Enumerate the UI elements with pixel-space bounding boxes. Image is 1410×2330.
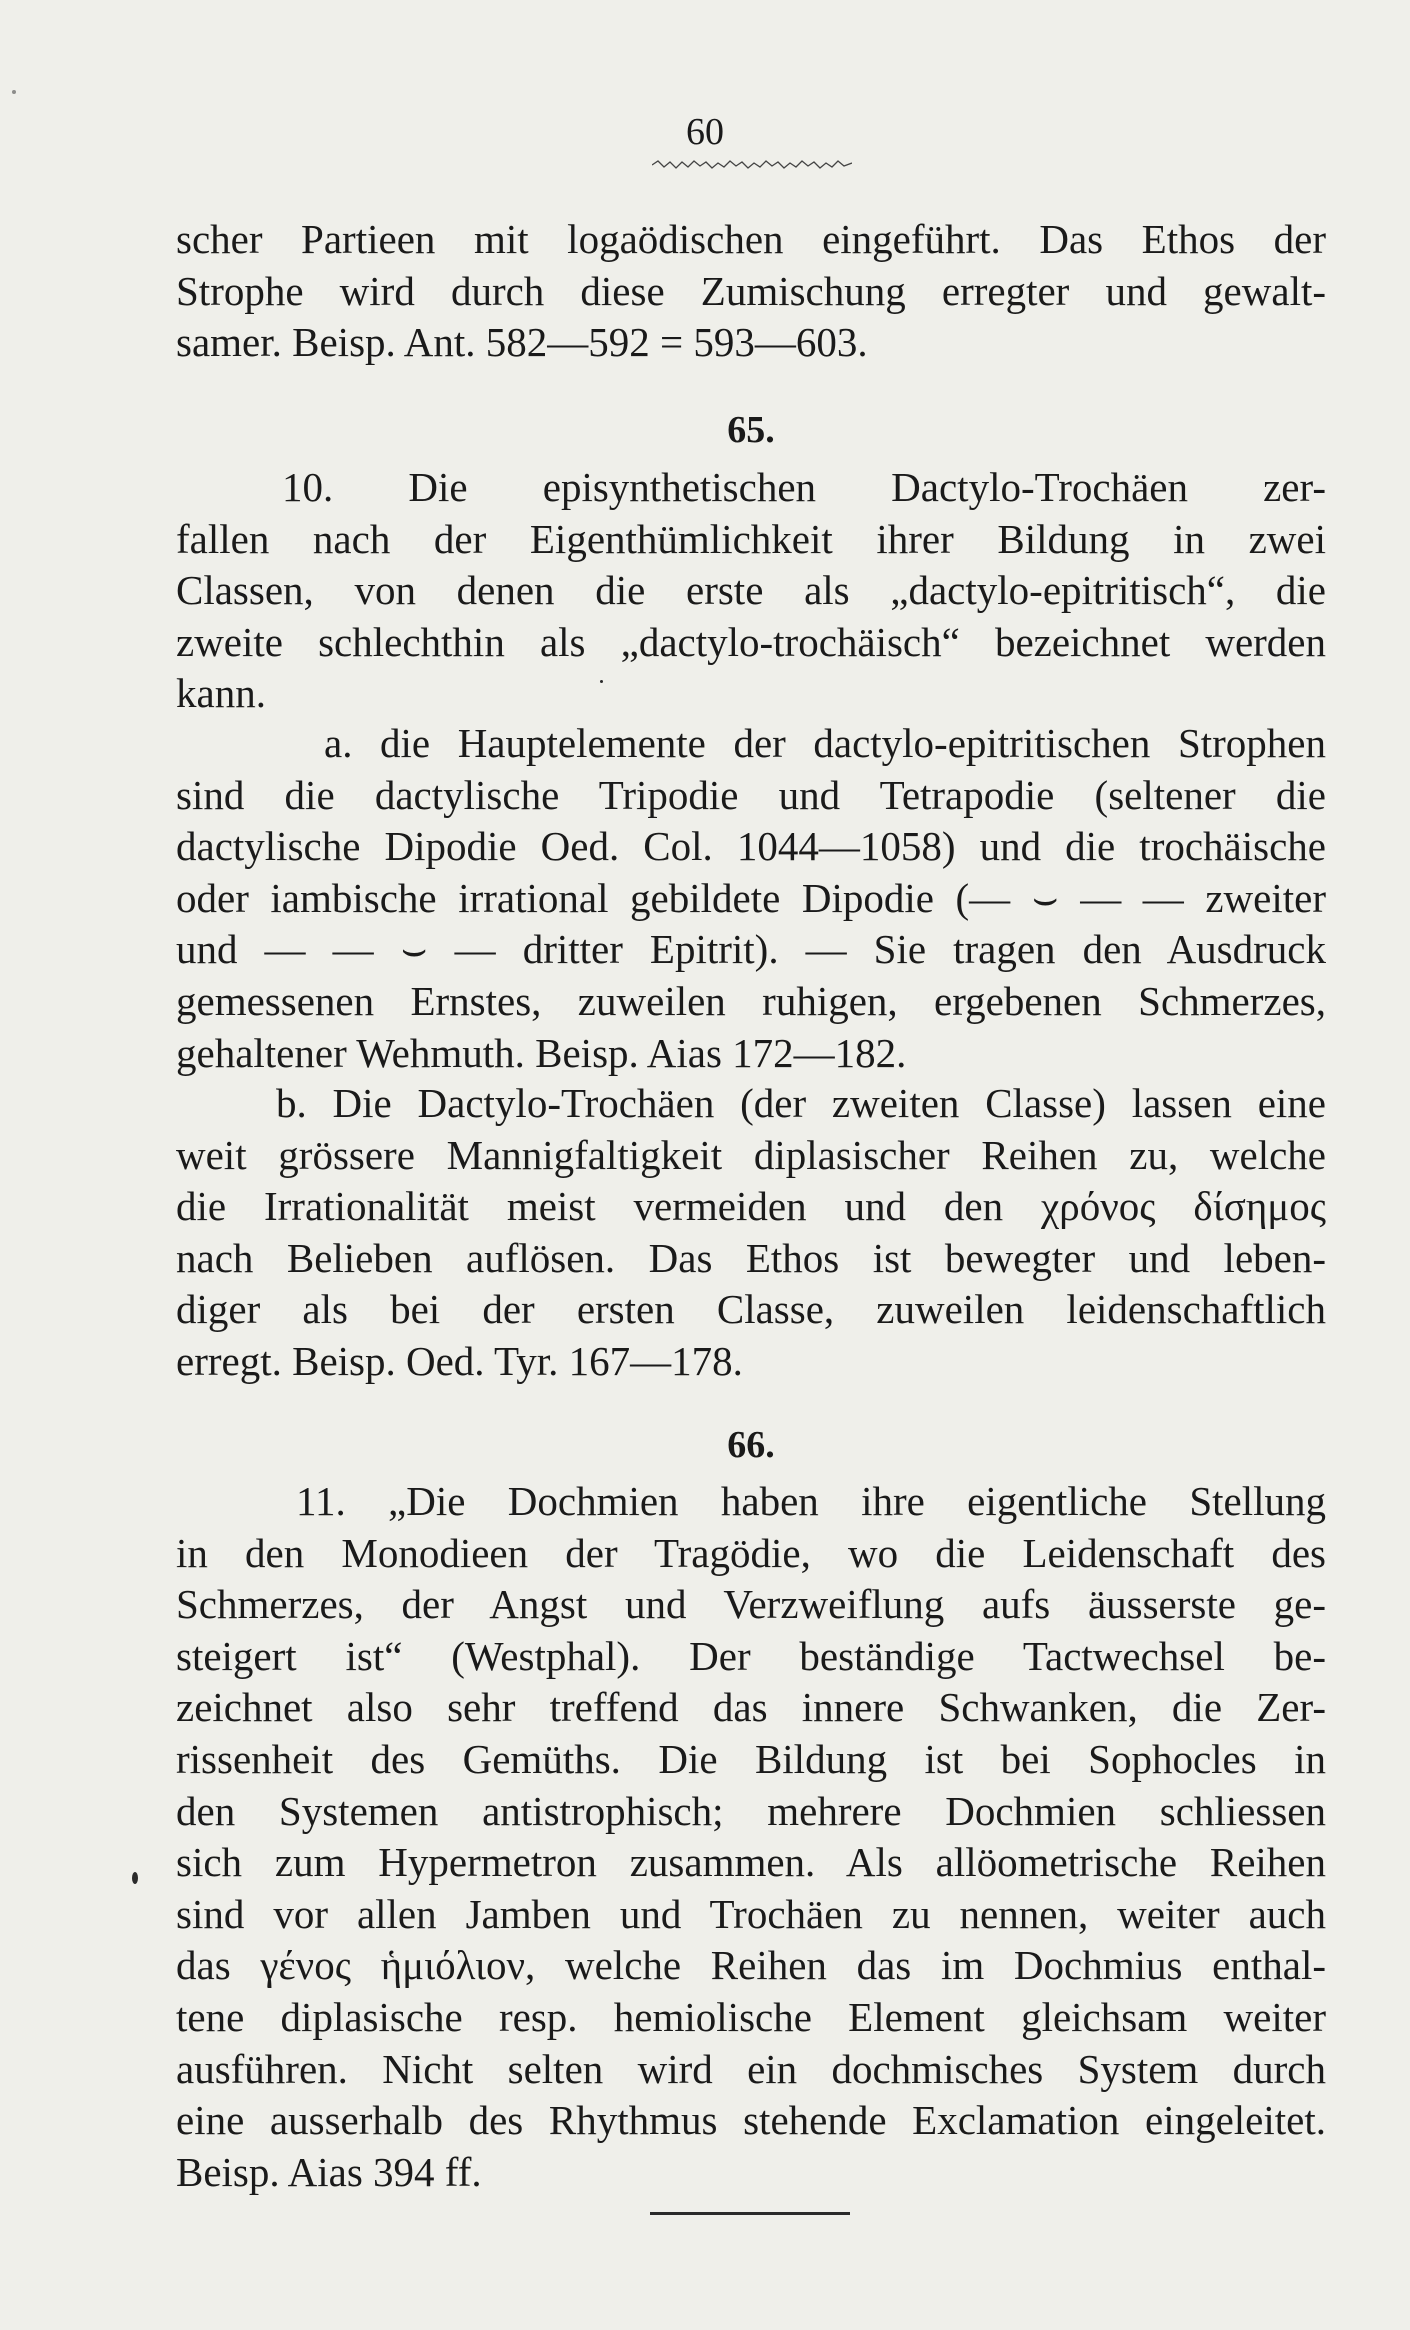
text-line: zweite schlechthin als „dactylo-trochäisch“ bezeichnet werden (176, 618, 1326, 665)
text-line: sind vor allen Jamben und Trochäen zu nennen, weiter auch (176, 1890, 1326, 1937)
scan-speck (600, 680, 603, 683)
section-number: 66. (727, 1424, 775, 1466)
section-66 (176, 1420, 1326, 1472)
text-line: Beisp. Aias 394 ff. (176, 2148, 482, 2195)
scan-speck (132, 1872, 138, 1884)
section-65 (176, 405, 1326, 457)
text-line: b. Die Dactylo-Trochäen (der zweiten Classe) lassen eine (276, 1080, 1326, 1126)
continued-paragraph (176, 214, 1326, 369)
text-line: a. die Hauptelemente der dactylo-epitritischen Strophen (324, 720, 1326, 766)
section-number: 65. (727, 409, 775, 451)
text-line: das γένος ἡμιόλιον, welche Reihen das im Dochmius enthal- (176, 1942, 1326, 1989)
paragraph-11 (176, 1476, 1326, 2198)
text-line: 11. „Die Dochmien haben ihre eigentliche Stellung (296, 1478, 1326, 1524)
page-number: 60 (686, 111, 724, 153)
text-line: gemessenen Ernstes, zuweilen ruhigen, ergebenen Schmerzes, (176, 977, 1326, 1024)
text-line: nach Belieben auflösen. Das Ethos ist bewegter und leben- (176, 1234, 1326, 1281)
text-line: samer. Beisp. Ant. 582—592 = 593—603. (176, 319, 868, 366)
text-line: diger als bei der ersten Classe, zuweilen leidenschaftlich (176, 1286, 1326, 1333)
text-line: sind die dactylische Tripodie und Tetrapodie (seltener die (176, 771, 1326, 818)
text-line: sich zum Hypermetron zusammen. Als allöometrische Reihen (176, 1839, 1326, 1886)
text-line: weit grössere Mannigfaltigkeit diplasischer Reihen zu, welche (176, 1131, 1326, 1178)
text-line: erregt. Beisp. Oed. Tyr. 167—178. (176, 1337, 743, 1384)
text-line: eine ausserhalb des Rhythmus stehende Exclamation eingeleitet. (176, 2097, 1326, 2144)
text-line: steigert ist“ (Westphal). Der beständige Tactwechsel be- (176, 1632, 1326, 1679)
scan-speck (12, 90, 16, 94)
text-line: kann. (176, 670, 266, 717)
paragraph-10 (176, 462, 1326, 720)
text-line: dactylische Dipodie Oed. Col. 1044—1058) und die trochäische (176, 823, 1326, 870)
text-line: in den Monodieen der Tragödie, wo die Leidenschaft des (176, 1529, 1326, 1576)
paragraph-b (176, 1078, 1326, 1388)
text-line: 10. Die episynthetischen Dactylo-Trochäen zer- (282, 464, 1326, 510)
text-line: Schmerzes, der Angst und Verzweiflung aufs äusserste ge- (176, 1581, 1326, 1628)
paragraph-a (176, 718, 1326, 1079)
text-line: und — — ⌣ — dritter Epitrit). — Sie tragen den Ausdruck (176, 926, 1326, 973)
text-line: ausführen. Nicht selten wird ein dochmisches System durch (176, 2045, 1326, 2092)
text-line: scher Partieen mit logaödischen eingeführt. Das Ethos der (176, 216, 1326, 262)
text-line: zeichnet also sehr treffend das innere Schwanken, die Zer- (176, 1684, 1326, 1731)
text-line: Classen, von denen die erste als „dactylo-epitritisch“, die (176, 567, 1326, 614)
header-ornament-rule (652, 160, 852, 170)
text-line: gehaltener Wehmuth. Beisp. Aias 172—182. (176, 1029, 907, 1076)
text-line: fallen nach der Eigenthümlichkeit ihrer Bildung in zwei (176, 515, 1326, 562)
text-line: rissenheit des Gemüths. Die Bildung ist bei Sophocles in (176, 1735, 1326, 1782)
text-line: die Irrationalität meist vermeiden und den χρόνος δίσημος (176, 1183, 1326, 1230)
text-line: oder iambische irrational gebildete Dipodie (— ⌣ — — zweiter (176, 874, 1326, 921)
end-rule (650, 2212, 850, 2215)
text-line: Strophe wird durch diese Zumischung erregter und gewalt- (176, 267, 1326, 314)
text-line: tene diplasische resp. hemiolische Element gleichsam weiter (176, 1993, 1326, 2040)
text-line: den Systemen antistrophisch; mehrere Dochmien schliessen (176, 1787, 1326, 1834)
